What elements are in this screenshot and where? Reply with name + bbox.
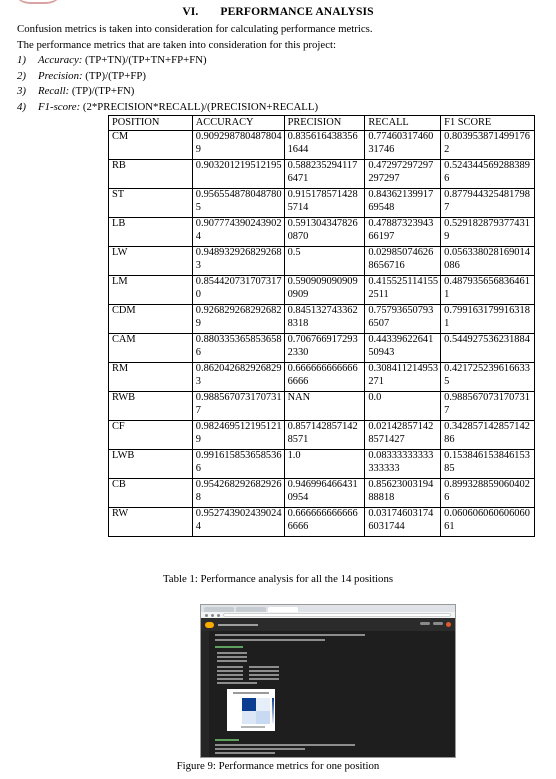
notebook-name [218, 624, 258, 626]
cell-precision: 0.6666666666666666 [284, 362, 365, 391]
table-header-row [109, 116, 535, 131]
browser-tab [204, 607, 234, 612]
metric-number: 4) [17, 100, 26, 113]
cell-precision: 0.8571428571428571 [284, 420, 365, 449]
metric-item-accuracy [17, 53, 318, 69]
section-heading [0, 5, 556, 18]
code-line [215, 748, 305, 750]
cell-f1-score: 0.8779443254817987 [441, 188, 535, 217]
header-accuracy: ACCURACY [192, 116, 284, 131]
matrix-cell [242, 698, 256, 711]
cell-accuracy: 0.9565548780487805 [192, 188, 284, 217]
cell-precision: 0.5 [284, 246, 365, 275]
confusion-matrix-plot [227, 689, 275, 731]
cell-precision: 0.8356164383561644 [284, 130, 365, 159]
output-line [217, 674, 243, 676]
cell-accuracy: 0.9824695121951219 [192, 420, 284, 449]
forward-icon [211, 614, 214, 617]
output-line [249, 678, 279, 680]
cell-recall: 0.4155251141552511 [365, 275, 441, 304]
code-line [215, 634, 365, 636]
cell-f1-score: 0.544927536231884 [441, 333, 535, 362]
table-row [109, 333, 535, 362]
cell-precision: 0.7067669172932330 [284, 333, 365, 362]
cell-accuracy: 0.8803353658536586 [192, 333, 284, 362]
output-line [217, 682, 257, 684]
cell-recall: 0.47297297297297297 [365, 159, 441, 188]
cell-precision: 0.5882352941176471 [284, 159, 365, 188]
cell-accuracy: 0.9527439024390244 [192, 507, 284, 536]
table-row [109, 420, 535, 449]
cell-accuracy: 0.9916158536585366 [192, 449, 284, 478]
metric-formula: (TP)/(TP+FN) [69, 85, 135, 98]
cell-accuracy: 0.8620426829268293 [192, 362, 284, 391]
cell-recall: 0.4788732394366197 [365, 217, 441, 246]
cell-recall: 0.8562300319488818 [365, 478, 441, 507]
metric-formula: (2*PRECISION*RECALL)/(PRECISION+RECALL) [80, 100, 319, 113]
cell-recall: 0.021428571428571427 [365, 420, 441, 449]
table-row [109, 449, 535, 478]
notebook-sidebar [201, 631, 209, 757]
metric-number: 2) [17, 69, 26, 82]
notebook-output-area [201, 631, 455, 757]
cell-precision: 0.5913043478260870 [284, 217, 365, 246]
table-row [109, 246, 535, 275]
table-row [109, 362, 535, 391]
cell-f1-score: 0.5243445692883896 [441, 159, 535, 188]
cell-position: CM [109, 130, 193, 159]
table-row [109, 217, 535, 246]
cell-recall: 0.08333333333333333 [365, 449, 441, 478]
cell-recall: 0.7746031746031746 [365, 130, 441, 159]
intro-line: The performance metrics that are taken into consideration for this project: [17, 38, 336, 51]
cell-accuracy: 0.8544207317073170 [192, 275, 284, 304]
table-row [109, 188, 535, 217]
output-line [217, 678, 243, 680]
cell-position: CAM [109, 333, 193, 362]
output-line [217, 670, 243, 672]
header-recall: RECALL [365, 116, 441, 131]
matrix-cell [256, 698, 270, 711]
metric-formula: (TP+TN)/(TP+TN+FP+FN) [82, 54, 207, 66]
table-row [109, 507, 535, 536]
code-line [215, 752, 275, 754]
header-f1-score: F1 SCORE [441, 116, 535, 131]
table-row [109, 391, 535, 420]
cell-precision: 0.8451327433628318 [284, 304, 365, 333]
cell-f1-score: 0.7991631799163181 [441, 304, 535, 333]
cell-recall: 0.0 [365, 391, 441, 420]
output-line [217, 666, 243, 668]
metric-number: 3) [17, 85, 26, 98]
metric-term: Accuracy: [38, 54, 83, 66]
section-number: VI. [182, 5, 199, 18]
table-body [109, 130, 535, 536]
output-line [249, 674, 279, 676]
settings-icon [433, 622, 443, 625]
cell-recall: 0.8436213991769548 [365, 188, 441, 217]
table-row [109, 478, 535, 507]
cell-position: RB [109, 159, 193, 188]
table-row [109, 159, 535, 188]
metrics-list [17, 53, 318, 115]
cell-precision: 0.6666666666666666 [284, 507, 365, 536]
output-line [217, 656, 247, 658]
matrix-cell [242, 711, 256, 724]
output-line [215, 646, 243, 648]
cell-position: LWB [109, 449, 193, 478]
cell-accuracy: 0.9489329268292683 [192, 246, 284, 275]
cell-precision: NAN [284, 391, 365, 420]
cell-position: RM [109, 362, 193, 391]
cell-precision: 0.9151785714285714 [284, 188, 365, 217]
cell-recall: 0.4433962264150943 [365, 333, 441, 362]
cell-f1-score: 0.4217252396166335 [441, 362, 535, 391]
performance-table [108, 115, 535, 537]
url-field [223, 613, 451, 617]
metric-item-f1-score [17, 100, 318, 116]
output-line [217, 652, 247, 654]
cell-position: LW [109, 246, 193, 275]
cell-recall: 0.757936507936507 [365, 304, 441, 333]
section-title: PERFORMANCE ANALYSIS [220, 5, 374, 18]
cell-position: ST [109, 188, 193, 217]
plot-colorbar [272, 698, 274, 724]
cell-position: RW [109, 507, 193, 536]
table-row [109, 275, 535, 304]
cell-f1-score: 0.8039538714991762 [441, 130, 535, 159]
cell-precision: 0.5909090909090909 [284, 275, 365, 304]
reload-icon [217, 614, 220, 617]
metric-term: F1-score: [38, 100, 81, 113]
plot-title [233, 692, 269, 694]
cell-recall: 0.308411214953271 [365, 362, 441, 391]
header-logo-arc [12, 0, 64, 4]
output-line [217, 660, 247, 662]
metric-formula: (TP)/(TP+FP) [82, 69, 146, 82]
output-line [249, 666, 279, 668]
back-icon [205, 614, 208, 617]
cell-position: RWB [109, 391, 193, 420]
cell-precision: 0.9469964664310954 [284, 478, 365, 507]
output-line [249, 670, 279, 672]
cell-accuracy: 0.9077743902439024 [192, 217, 284, 246]
browser-tab [236, 607, 266, 612]
cell-precision: 1.0 [284, 449, 365, 478]
cell-accuracy: 0.9885670731707317 [192, 391, 284, 420]
header-position: POSITION [109, 116, 193, 131]
browser-tab [268, 607, 298, 612]
cell-f1-score: 0.5291828793774319 [441, 217, 535, 246]
code-line [215, 744, 355, 746]
cell-position: CF [109, 420, 193, 449]
metric-item-precision [17, 69, 318, 85]
cell-position: CDM [109, 304, 193, 333]
notebook-toolbar [201, 618, 455, 631]
cell-position: LB [109, 217, 193, 246]
intro-line: Confusion metrics is taken into consideration for calculating performance metrics. [17, 23, 373, 35]
cell-f1-score: 0.056338028169014086 [441, 246, 535, 275]
colab-screenshot-figure [200, 604, 456, 758]
cell-recall: 0.031746031746031744 [365, 507, 441, 536]
metric-item-recall [17, 84, 318, 100]
figure-caption: Figure 9: Performance metrics for one position [176, 760, 380, 772]
cell-accuracy: 0.9542682926829268 [192, 478, 284, 507]
metric-number: 1) [17, 54, 26, 66]
cell-accuracy: 0.9268292682926829 [192, 304, 284, 333]
cell-position: LM [109, 275, 193, 304]
table-row [109, 130, 535, 159]
cell-f1-score: 0.8993288590604026 [441, 478, 535, 507]
cell-recall: 0.029850746268656716 [365, 246, 441, 275]
cell-accuracy: 0.903201219512195 [192, 159, 284, 188]
cell-f1-score: 0.4879356568364611 [441, 275, 535, 304]
cell-f1-score: 0.34285714285714286 [441, 420, 535, 449]
cell-accuracy: 0.9092987804878049 [192, 130, 284, 159]
table-caption: Table 1: Performance analysis for all the 14 positions [162, 573, 394, 585]
matrix-cell [256, 711, 270, 724]
metric-term: Recall: [38, 85, 70, 98]
header-precision: PRECISION [284, 116, 365, 131]
colab-logo-icon [205, 622, 214, 628]
cell-f1-score: 0.9885670731707317 [441, 391, 535, 420]
plot-axis-label [241, 726, 265, 728]
avatar [446, 622, 451, 627]
metric-term: Precision: [38, 69, 83, 82]
table-row [109, 304, 535, 333]
code-line [215, 739, 239, 741]
code-line [215, 639, 325, 641]
browser-tab-strip [201, 605, 455, 612]
share-button [420, 622, 430, 625]
cell-f1-score: 0.15384615384615385 [441, 449, 535, 478]
cell-f1-score: 0.06060606060606061 [441, 507, 535, 536]
cell-position: CB [109, 478, 193, 507]
intro-text [17, 22, 373, 53]
